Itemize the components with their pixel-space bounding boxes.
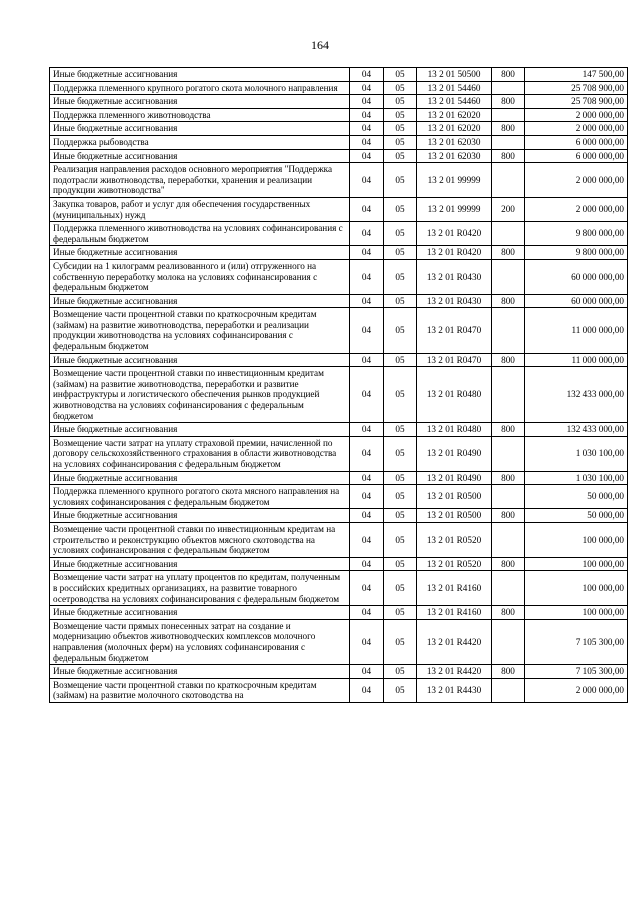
- table-row: [50, 619, 628, 664]
- amount-cell: 2 000 000,00: [525, 163, 628, 198]
- table-row: [50, 308, 628, 353]
- expense-type-cell: [492, 108, 525, 122]
- section-code-cell: 04: [350, 259, 384, 294]
- subsection-code-cell: 05: [384, 557, 417, 571]
- expense-type-cell: 800: [492, 122, 525, 136]
- subsection-code-cell: 05: [384, 471, 417, 485]
- item-name-cell: Реализация направления расходов основного мероприятия "Поддержка подотрасли животноводства, переработки, хранения и реализации продукции животноводства": [50, 163, 350, 198]
- amount-cell: 50 000,00: [525, 485, 628, 509]
- table-row: [50, 367, 628, 423]
- target-article-cell: 13 2 01 54460: [417, 95, 492, 109]
- item-name-cell: Возмещение части процентной ставки по краткосрочным кредитам (займам) на развитие молочного скотоводства на: [50, 678, 350, 702]
- table-row: [50, 606, 628, 620]
- section-code-cell: 04: [350, 557, 384, 571]
- section-code-cell: 04: [350, 122, 384, 136]
- item-name-cell: Иные бюджетные ассигнования: [50, 557, 350, 571]
- section-code-cell: 04: [350, 471, 384, 485]
- subsection-code-cell: 05: [384, 665, 417, 679]
- amount-cell: 2 000 000,00: [525, 678, 628, 702]
- item-name-cell: Иные бюджетные ассигнования: [50, 423, 350, 437]
- budget-table: [49, 67, 628, 703]
- item-name-cell: Поддержка племенного животноводства на условиях софинансирования с федеральным бюджетом: [50, 222, 350, 246]
- expense-type-cell: 800: [492, 246, 525, 260]
- amount-cell: 6 000 000,00: [525, 149, 628, 163]
- section-code-cell: 04: [350, 294, 384, 308]
- item-name-cell: Иные бюджетные ассигнования: [50, 122, 350, 136]
- expense-type-cell: [492, 222, 525, 246]
- section-code-cell: 04: [350, 522, 384, 557]
- table-row: [50, 68, 628, 82]
- target-article-cell: 13 2 01 62030: [417, 135, 492, 149]
- table-row: [50, 246, 628, 260]
- table-row: [50, 522, 628, 557]
- target-article-cell: 13 2 01 R0430: [417, 259, 492, 294]
- amount-cell: 25 708 900,00: [525, 95, 628, 109]
- section-code-cell: 04: [350, 619, 384, 664]
- target-article-cell: 13 2 01 R0500: [417, 485, 492, 509]
- amount-cell: 50 000,00: [525, 509, 628, 523]
- item-name-cell: Иные бюджетные ассигнования: [50, 95, 350, 109]
- table-row: [50, 485, 628, 509]
- target-article-cell: 13 2 01 R0420: [417, 222, 492, 246]
- subsection-code-cell: 05: [384, 259, 417, 294]
- subsection-code-cell: 05: [384, 367, 417, 423]
- section-code-cell: 04: [350, 149, 384, 163]
- amount-cell: 11 000 000,00: [525, 308, 628, 353]
- subsection-code-cell: 05: [384, 509, 417, 523]
- target-article-cell: 13 2 01 R0480: [417, 423, 492, 437]
- amount-cell: 2 000 000,00: [525, 197, 628, 221]
- table-row: [50, 135, 628, 149]
- subsection-code-cell: 05: [384, 68, 417, 82]
- section-code-cell: 04: [350, 509, 384, 523]
- target-article-cell: 13 2 01 R0520: [417, 522, 492, 557]
- item-name-cell: Поддержка рыбоводства: [50, 135, 350, 149]
- expense-type-cell: [492, 259, 525, 294]
- expense-type-cell: 800: [492, 423, 525, 437]
- target-article-cell: 13 2 01 99999: [417, 163, 492, 198]
- subsection-code-cell: 05: [384, 606, 417, 620]
- expense-type-cell: [492, 522, 525, 557]
- section-code-cell: 04: [350, 135, 384, 149]
- subsection-code-cell: 05: [384, 95, 417, 109]
- section-code-cell: 04: [350, 353, 384, 367]
- subsection-code-cell: 05: [384, 122, 417, 136]
- item-name-cell: Возмещение части процентной ставки по инвестиционным кредитам на строительство и реконструкцию объектов мясного скотоводства на условиях софинансирования с федеральным бюджетом: [50, 522, 350, 557]
- section-code-cell: 04: [350, 571, 384, 606]
- section-code-cell: 04: [350, 367, 384, 423]
- table-row: [50, 108, 628, 122]
- expense-type-cell: [492, 135, 525, 149]
- table-row: [50, 222, 628, 246]
- amount-cell: 9 800 000,00: [525, 222, 628, 246]
- table-row: [50, 149, 628, 163]
- table-row: [50, 665, 628, 679]
- table-row: [50, 678, 628, 702]
- amount-cell: 132 433 000,00: [525, 367, 628, 423]
- table-row: [50, 122, 628, 136]
- subsection-code-cell: 05: [384, 522, 417, 557]
- item-name-cell: Возмещение части затрат на уплату страховой премии, начисленной по договору сельскохозяйственного страхования в области животноводства на условиях софинансирования с федеральным бюджетом: [50, 436, 350, 471]
- section-code-cell: 04: [350, 308, 384, 353]
- target-article-cell: 13 2 01 R0470: [417, 308, 492, 353]
- target-article-cell: 13 2 01 R0480: [417, 367, 492, 423]
- target-article-cell: 13 2 01 62020: [417, 108, 492, 122]
- subsection-code-cell: 05: [384, 436, 417, 471]
- item-name-cell: Субсидии на 1 килограмм реализованного и (или) отгруженного на собственную переработку молока на условиях софинансирования с федеральным бюджетом: [50, 259, 350, 294]
- item-name-cell: Возмещение части процентной ставки по инвестиционным кредитам (займам) на развитие животноводства, переработки и развитие инфраструктуры и логистического обеспечения рынков продукцией животноводства на условиях софинансирования с федеральным бюджетом: [50, 367, 350, 423]
- subsection-code-cell: 05: [384, 294, 417, 308]
- table-row: [50, 163, 628, 198]
- target-article-cell: 13 2 01 54460: [417, 81, 492, 95]
- target-article-cell: 13 2 01 R0500: [417, 509, 492, 523]
- subsection-code-cell: 05: [384, 308, 417, 353]
- section-code-cell: 04: [350, 665, 384, 679]
- amount-cell: 100 000,00: [525, 571, 628, 606]
- amount-cell: 1 030 100,00: [525, 436, 628, 471]
- subsection-code-cell: 05: [384, 678, 417, 702]
- amount-cell: 60 000 000,00: [525, 294, 628, 308]
- expense-type-cell: [492, 163, 525, 198]
- expense-type-cell: [492, 485, 525, 509]
- expense-type-cell: [492, 436, 525, 471]
- target-article-cell: 13 2 01 R0490: [417, 436, 492, 471]
- expense-type-cell: 200: [492, 197, 525, 221]
- amount-cell: 2 000 000,00: [525, 122, 628, 136]
- target-article-cell: 13 2 01 R0520: [417, 557, 492, 571]
- subsection-code-cell: 05: [384, 571, 417, 606]
- item-name-cell: Иные бюджетные ассигнования: [50, 294, 350, 308]
- item-name-cell: Иные бюджетные ассигнования: [50, 471, 350, 485]
- item-name-cell: Иные бюджетные ассигнования: [50, 246, 350, 260]
- amount-cell: 147 500,00: [525, 68, 628, 82]
- expense-type-cell: 800: [492, 509, 525, 523]
- item-name-cell: Возмещение части процентной ставки по краткосрочным кредитам (займам) на развитие животноводства, переработки и реализации продукции животноводства на условиях софинансирования с федеральным бюджетом: [50, 308, 350, 353]
- amount-cell: 1 030 100,00: [525, 471, 628, 485]
- expense-type-cell: 800: [492, 606, 525, 620]
- amount-cell: 2 000 000,00: [525, 108, 628, 122]
- subsection-code-cell: 05: [384, 353, 417, 367]
- item-name-cell: Поддержка племенного крупного рогатого скота мясного направления на условиях софинансирования с федеральным бюджетом: [50, 485, 350, 509]
- amount-cell: 7 105 300,00: [525, 665, 628, 679]
- subsection-code-cell: 05: [384, 246, 417, 260]
- subsection-code-cell: 05: [384, 485, 417, 509]
- target-article-cell: 13 2 01 R0430: [417, 294, 492, 308]
- section-code-cell: 04: [350, 222, 384, 246]
- expense-type-cell: 800: [492, 68, 525, 82]
- section-code-cell: 04: [350, 95, 384, 109]
- target-article-cell: 13 2 01 R4420: [417, 665, 492, 679]
- amount-cell: 11 000 000,00: [525, 353, 628, 367]
- subsection-code-cell: 05: [384, 423, 417, 437]
- subsection-code-cell: 05: [384, 197, 417, 221]
- item-name-cell: Возмещение части затрат на уплату процентов по кредитам, полученным в российских кредитных организациях, на развитие товарного осетроводства на условиях софинансирования с федеральным бюджетом: [50, 571, 350, 606]
- item-name-cell: Поддержка племенного животноводства: [50, 108, 350, 122]
- section-code-cell: 04: [350, 423, 384, 437]
- table-row: [50, 509, 628, 523]
- expense-type-cell: 800: [492, 294, 525, 308]
- amount-cell: 132 433 000,00: [525, 423, 628, 437]
- target-article-cell: 13 2 01 R4160: [417, 606, 492, 620]
- table-row: [50, 294, 628, 308]
- section-code-cell: 04: [350, 485, 384, 509]
- expense-type-cell: [492, 81, 525, 95]
- expense-type-cell: 800: [492, 95, 525, 109]
- subsection-code-cell: 05: [384, 163, 417, 198]
- item-name-cell: Иные бюджетные ассигнования: [50, 149, 350, 163]
- subsection-code-cell: 05: [384, 222, 417, 246]
- target-article-cell: 13 2 01 62020: [417, 122, 492, 136]
- expense-type-cell: [492, 619, 525, 664]
- item-name-cell: Иные бюджетные ассигнования: [50, 665, 350, 679]
- target-article-cell: 13 2 01 R0490: [417, 471, 492, 485]
- subsection-code-cell: 05: [384, 149, 417, 163]
- section-code-cell: 04: [350, 436, 384, 471]
- subsection-code-cell: 05: [384, 108, 417, 122]
- section-code-cell: 04: [350, 163, 384, 198]
- target-article-cell: 13 2 01 R4160: [417, 571, 492, 606]
- section-code-cell: 04: [350, 246, 384, 260]
- amount-cell: 100 000,00: [525, 557, 628, 571]
- table-row: [50, 353, 628, 367]
- page-number: 164: [311, 38, 329, 52]
- item-name-cell: Иные бюджетные ассигнования: [50, 509, 350, 523]
- item-name-cell: Закупка товаров, работ и услуг для обеспечения государственных (муниципальных) нужд: [50, 197, 350, 221]
- amount-cell: 60 000 000,00: [525, 259, 628, 294]
- section-code-cell: 04: [350, 108, 384, 122]
- item-name-cell: Возмещение части прямых понесенных затрат на создание и модернизацию объектов животноводческих комплексов молочного направления (молочных ферм) на условиях софинансирования с федеральным бюджетом: [50, 619, 350, 664]
- section-code-cell: 04: [350, 606, 384, 620]
- item-name-cell: Иные бюджетные ассигнования: [50, 353, 350, 367]
- expense-type-cell: 800: [492, 665, 525, 679]
- target-article-cell: 13 2 01 62030: [417, 149, 492, 163]
- section-code-cell: 04: [350, 197, 384, 221]
- expense-type-cell: 800: [492, 149, 525, 163]
- amount-cell: 100 000,00: [525, 522, 628, 557]
- expense-type-cell: [492, 367, 525, 423]
- item-name-cell: Поддержка племенного крупного рогатого скота молочного направления: [50, 81, 350, 95]
- expense-type-cell: [492, 678, 525, 702]
- section-code-cell: 04: [350, 81, 384, 95]
- table-row: [50, 95, 628, 109]
- item-name-cell: Иные бюджетные ассигнования: [50, 68, 350, 82]
- subsection-code-cell: 05: [384, 135, 417, 149]
- expense-type-cell: [492, 308, 525, 353]
- budget-table-body: [50, 68, 628, 703]
- amount-cell: 25 708 900,00: [525, 81, 628, 95]
- amount-cell: 9 800 000,00: [525, 246, 628, 260]
- table-row: [50, 423, 628, 437]
- expense-type-cell: [492, 571, 525, 606]
- target-article-cell: 13 2 01 R0420: [417, 246, 492, 260]
- expense-type-cell: 800: [492, 557, 525, 571]
- item-name-cell: Иные бюджетные ассигнования: [50, 606, 350, 620]
- target-article-cell: 13 2 01 R4430: [417, 678, 492, 702]
- amount-cell: 100 000,00: [525, 606, 628, 620]
- subsection-code-cell: 05: [384, 81, 417, 95]
- section-code-cell: 04: [350, 68, 384, 82]
- amount-cell: 7 105 300,00: [525, 619, 628, 664]
- table-row: [50, 436, 628, 471]
- expense-type-cell: 800: [492, 353, 525, 367]
- subsection-code-cell: 05: [384, 619, 417, 664]
- amount-cell: 6 000 000,00: [525, 135, 628, 149]
- table-row: [50, 81, 628, 95]
- target-article-cell: 13 2 01 99999: [417, 197, 492, 221]
- table-row: [50, 259, 628, 294]
- target-article-cell: 13 2 01 R4420: [417, 619, 492, 664]
- table-row: [50, 471, 628, 485]
- target-article-cell: 13 2 01 R0470: [417, 353, 492, 367]
- target-article-cell: 13 2 01 50500: [417, 68, 492, 82]
- table-row: [50, 197, 628, 221]
- section-code-cell: 04: [350, 678, 384, 702]
- expense-type-cell: 800: [492, 471, 525, 485]
- table-row: [50, 557, 628, 571]
- table-row: [50, 571, 628, 606]
